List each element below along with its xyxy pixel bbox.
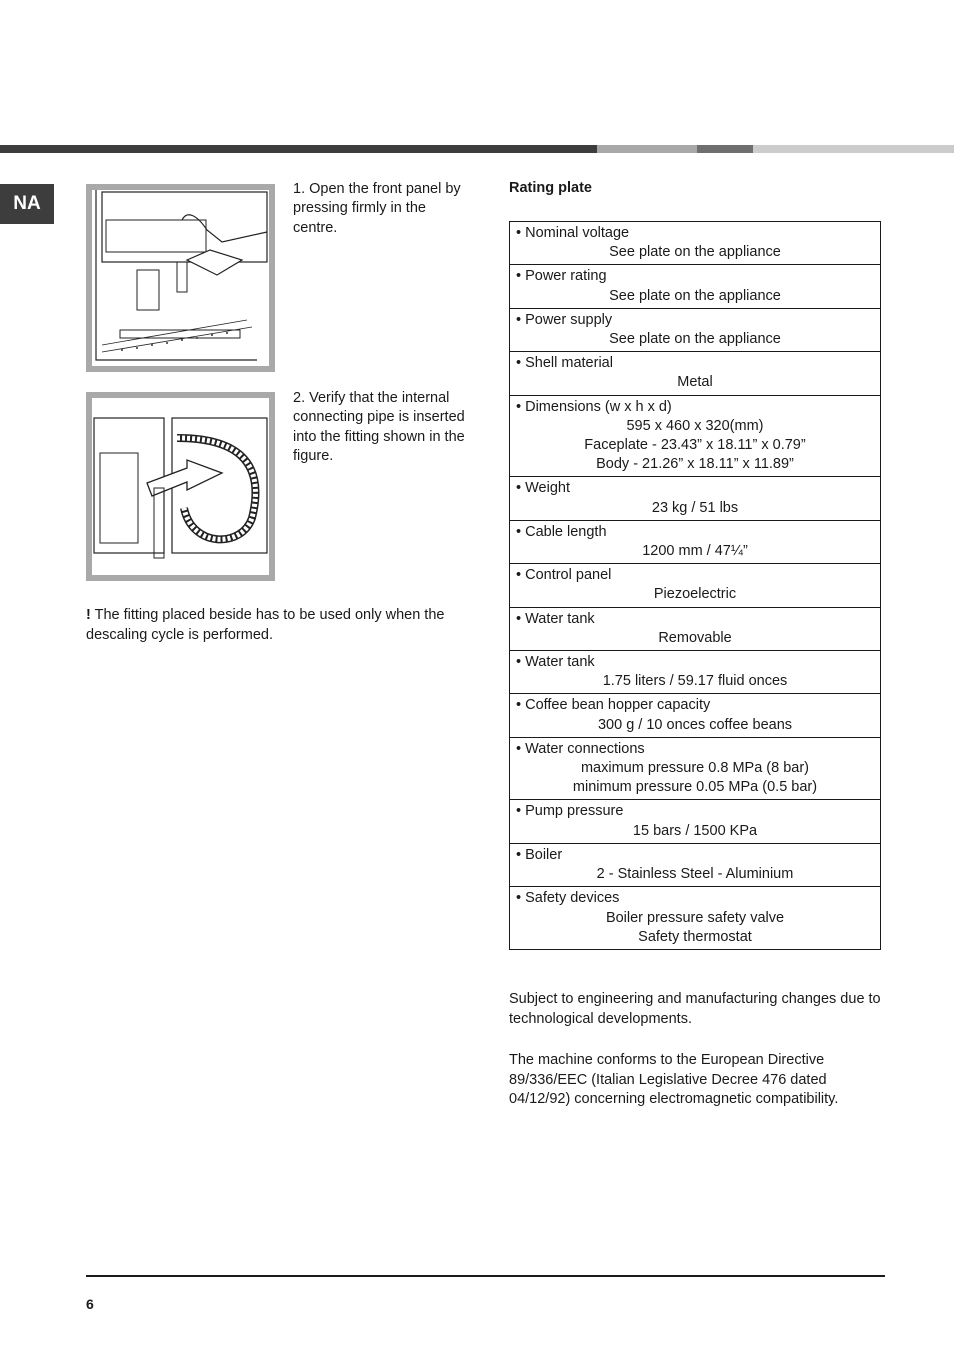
header-bar (0, 145, 954, 153)
spec-row (510, 737, 880, 800)
spec-value: 300 g / 10 onces coffee beans (597, 716, 793, 733)
spec-row (510, 563, 880, 606)
spec-label: • Nominal voltage (516, 225, 630, 241)
spec-row (510, 395, 880, 477)
figure-front-panel (86, 184, 275, 372)
spec-row (510, 693, 880, 736)
spec-value: 1200 mm / 47¼” (642, 543, 748, 560)
header-bar-segment (0, 145, 597, 153)
spec-row (510, 799, 880, 842)
spec-label: • Power supply (516, 311, 613, 328)
spec-value: Body - 21.26” x 18.11” x 11.89” (596, 456, 794, 473)
spec-value: See plate on the appliance (609, 244, 781, 261)
spec-label: • Power rating (516, 268, 607, 285)
spec-value: Boiler pressure safety valve (605, 909, 785, 926)
header-bar-segment (753, 145, 954, 153)
spec-label: • Shell material (516, 355, 613, 372)
directive-paragraph: The machine conforms to the European Directive 89/336/EEC (Italian Legislative Decree 476 dated 04/12/92) concerning electromagnetic compatibility. (509, 1052, 839, 1107)
spec-value: Metal (677, 374, 713, 391)
footer-rule (86, 1275, 885, 1277)
spec-row (510, 308, 880, 351)
language-tab: NA (0, 184, 54, 224)
spec-value: minimum pressure 0.05 MPa (0.5 bar) (572, 779, 818, 796)
descaling-note (86, 605, 481, 645)
engineering-changes-paragraph: Subject to engineering and manufacturing changes due to technological developments. (509, 991, 881, 1027)
spec-label: • Safety devices (516, 890, 620, 907)
spec-value: Removable (658, 629, 732, 646)
spec-label: • Control panel (516, 567, 612, 584)
figure-connecting-pipe (86, 392, 275, 581)
spec-value: 1.75 liters / 59.17 fluid onces (602, 673, 788, 690)
spec-row (510, 843, 880, 886)
header-bar-segment (597, 145, 697, 153)
spec-label: • Boiler (516, 846, 563, 863)
spec-label: • Coffee bean hopper capacity (516, 697, 711, 714)
spec-row (510, 351, 880, 394)
spec-row (510, 520, 880, 563)
spec-row (510, 222, 880, 264)
front-panel-open-illustration-icon (92, 190, 269, 366)
spec-row (510, 650, 880, 693)
spec-label: • Dimensions (w x h x d) (516, 398, 672, 415)
connecting-pipe-fitting-illustration-icon (92, 398, 269, 575)
spec-label: • Cable length (516, 523, 607, 540)
spec-row (510, 607, 880, 650)
spec-value: Faceplate - 23.43” x 18.11” x 0.79” (584, 437, 806, 454)
spec-row (510, 476, 880, 519)
page-number: 6 (86, 1296, 94, 1312)
header-bar-segment (697, 145, 753, 153)
rating-plate-table (509, 221, 881, 950)
spec-value: Safety thermostat (638, 928, 752, 945)
spec-value: maximum pressure 0.8 MPa (8 bar) (580, 760, 810, 777)
rating-plate-title: Rating plate (509, 180, 592, 196)
spec-label: • Pump pressure (516, 803, 624, 820)
spec-label: • Water connections (516, 740, 645, 757)
spec-value: 595 x 460 x 320(mm) (626, 417, 764, 434)
note-mark: ! (86, 607, 91, 623)
spec-row (510, 886, 880, 949)
spec-value: 2 - Stainless Steel - Aluminium (596, 866, 794, 883)
step-2-text: 2. Verify that the internal connecting pipe is inserted into the fitting shown in the figure. (293, 390, 465, 464)
spec-label: • Water tank (516, 610, 595, 627)
spec-value: See plate on the appliance (609, 331, 781, 348)
spec-label: • Weight (516, 480, 570, 497)
spec-value: See plate on the appliance (609, 287, 781, 304)
spec-value: 23 kg / 51 lbs (651, 499, 739, 516)
spec-value: 15 bars / 1500 KPa (632, 822, 758, 839)
spec-value: Piezoelectric (653, 586, 737, 603)
note-text: The fitting placed beside has to be used only when the descaling cycle is performed. (86, 607, 445, 643)
spec-label: • Water tank (516, 654, 595, 671)
step-1-text: 1. Open the front panel by pressing firmly in the centre. (293, 181, 461, 236)
spec-row (510, 264, 880, 307)
